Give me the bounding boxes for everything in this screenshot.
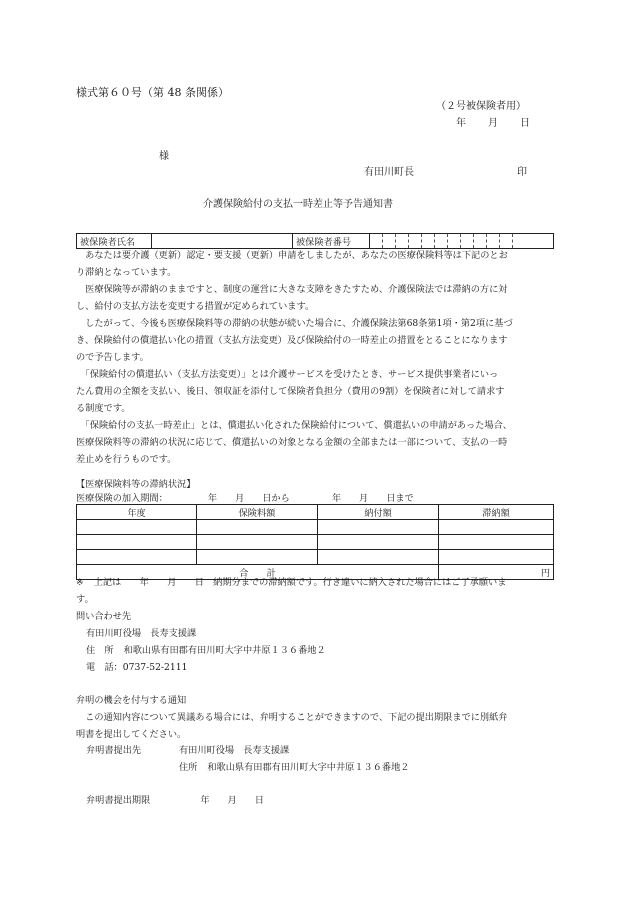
- deadline-year: 年: [200, 795, 210, 806]
- deadline: [86, 792, 264, 809]
- note-line-2: す。: [76, 594, 94, 605]
- paragraph-1: あなたは要介護（更新）認定・要支援（更新）申請をしましたが、あなたの医療保険料等は下記のとお り滞納となっています。: [76, 250, 508, 278]
- paragraph-5: 「保険給付の支払一時差止」とは、償還払い化された保険給付について、償還払いの申請があった場合、 医療保険料等の滞納の状況に応じて、償還払いの対象となる金額の全部または一部について、支払の一時 差止めを行うものです。: [76, 420, 512, 465]
- table-row: [77, 520, 554, 535]
- submit-to-office: 有田川町役場 長寿支援課: [179, 745, 290, 756]
- contact-address: [86, 642, 326, 659]
- addressee-suffix: 様: [159, 151, 169, 162]
- date-year: 年: [456, 118, 466, 129]
- document-title: 介護保険給付の支払一時差止等予告通知書: [203, 199, 393, 210]
- insured-number-label: 被保険者番号: [293, 234, 370, 249]
- insured-name-label: 被保険者氏名: [77, 234, 152, 249]
- seal: 印: [517, 167, 527, 178]
- contact-address-value: 和歌山県有田郡有田川町大字中井原１３６番地２: [123, 645, 326, 656]
- arrears-table: [76, 504, 554, 580]
- note-line-1: [76, 574, 506, 591]
- contact-phone-value: 0737-52-2111: [122, 662, 188, 673]
- sender: 有田川町長: [364, 167, 414, 178]
- form-number: 様式第６０号（第 48 条関係）: [76, 86, 229, 99]
- paragraph-3: したがって、今後も医療保険料等の滞納の状態が続いた場合に、介護保険法第68条第1項・第2項に基づ き、保険給付の償還払い化の措置（支払方法変更）及び保険給付の一時差止の措置をとることになります ので予告します。: [76, 318, 513, 363]
- period-to-day: 日まで: [386, 493, 414, 504]
- note-mark: ※: [76, 577, 84, 588]
- hearing-heading: 弁明の機会を付与する通知: [76, 695, 187, 706]
- arrears-heading: 【医療保険料等の滞納状況】: [76, 479, 196, 490]
- deadline-day: 日: [254, 795, 264, 806]
- date-day: 日: [520, 118, 530, 129]
- contact-heading: 問い合わせ先: [76, 611, 132, 622]
- col-paid: 納付額: [318, 505, 439, 520]
- total-label: 合 計: [77, 565, 439, 580]
- hearing-body-1: この通知内容について異議ある場合には、弁明することができますので、下記の提出期限までに別紙弁: [76, 712, 508, 723]
- col-arrears: 滞納額: [439, 505, 554, 520]
- period-to-month: 月: [359, 493, 369, 504]
- total-unit: 円: [439, 565, 554, 580]
- period-label: 医療保険の加入期間：: [76, 493, 168, 504]
- insured-type: （２号被保険者用）: [436, 101, 526, 112]
- contact-phone: [86, 659, 187, 676]
- submit-to-address-label: 住所: [179, 762, 198, 773]
- submit-to-label: 弁明書提出先: [86, 745, 142, 756]
- date-line: [456, 117, 530, 131]
- hearing-body-2: 明書を提出してください。: [76, 729, 187, 740]
- contact-phone-label: 電 話：: [86, 662, 123, 673]
- paragraph-4: 「保険給付の償還払い（支払方法変更）」とは介護サービスを受けたとき、サービス提供事業者にいっ たん費用の全額を支払い、後日、領収証を添付して保険者負担分（費用の9割）を保険者に対して請求す る制度です。: [76, 369, 505, 414]
- period-from-month: 月: [235, 493, 245, 504]
- table-row: [77, 550, 554, 565]
- period-to-year: 年: [331, 493, 341, 504]
- contact-address-label: 住 所: [86, 645, 114, 656]
- deadline-month: 月: [227, 795, 237, 806]
- submit-to-address: [179, 759, 410, 776]
- arrears-header-row: [77, 505, 554, 520]
- submit-to-address-value: 和歌山県有田郡有田川町大字中井原１３６番地２: [207, 762, 410, 773]
- col-fiscal-year: 年度: [77, 505, 197, 520]
- period-from-year: 年: [207, 493, 218, 504]
- period-from-day: 日から: [262, 493, 290, 504]
- table-row: [77, 535, 554, 550]
- date-month: 月: [488, 118, 498, 129]
- note-text-1: 上記は 年 月 日 納期分までの滞納額です。行き違いに納入された場合にはご了承願いま: [93, 577, 507, 588]
- col-premium: 保険料額: [197, 505, 318, 520]
- deadline-label: 弁明書提出期限: [86, 795, 151, 806]
- contact-office: 有田川町役場 長寿支援課: [86, 628, 197, 639]
- paragraph-2: 医療保険等が滞納のままですと、制度の運営に大きな支障をきたすため、介護保険法では滞納の方に対 し、給付の支払方法を変更する措置が定められています。: [76, 284, 508, 312]
